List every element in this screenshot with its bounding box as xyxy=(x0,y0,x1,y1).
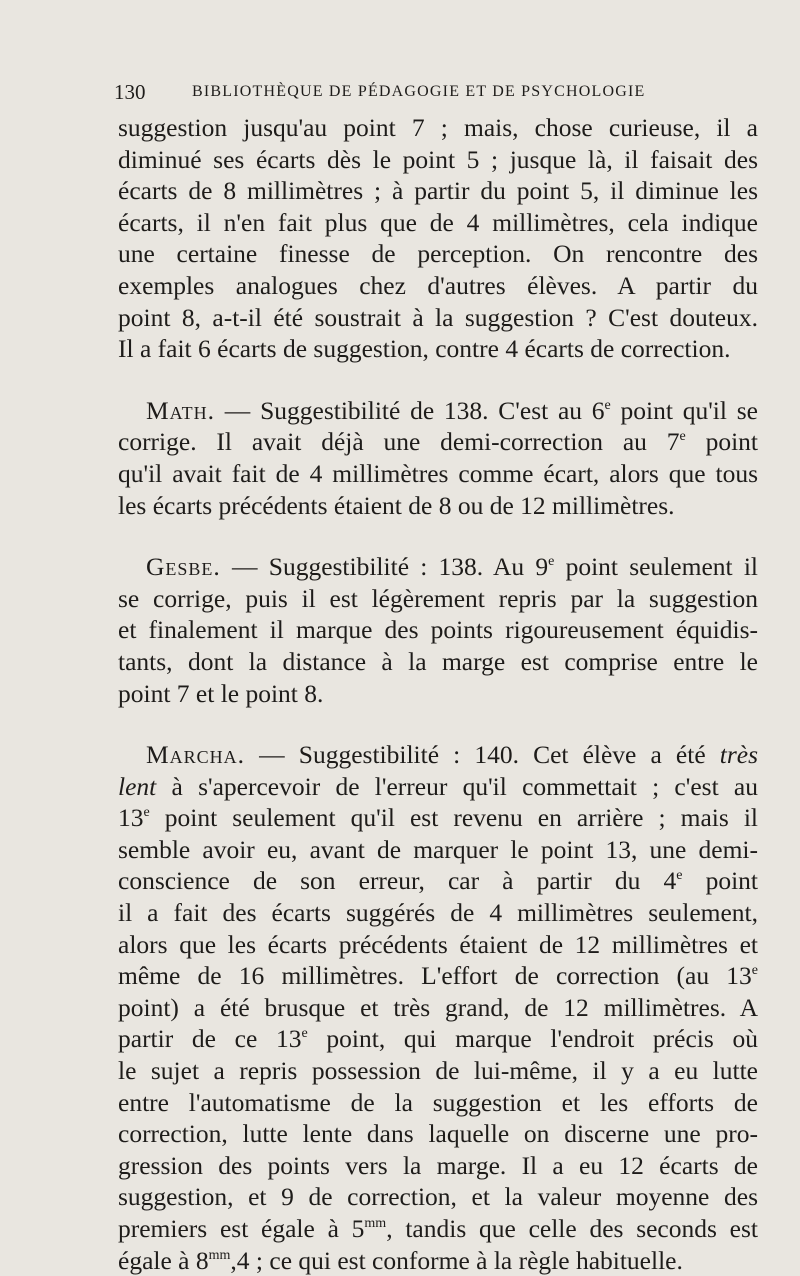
text-line: tants, dont la distance à la marge est comprise entre le xyxy=(118,646,758,676)
text-line: le sujet a repris possession de lui-même, il y a eu lutte xyxy=(118,1056,758,1086)
text-line: une certaine finesse de perception. On rencontre des xyxy=(118,239,758,269)
paragraph-marcha xyxy=(118,739,758,1276)
text-line: correction, lutte lente dans laquelle on discerne une pro- xyxy=(118,1119,758,1149)
text-line: exemples analogues chez d'autres élèves. A partir du xyxy=(118,270,758,300)
text-line: partir de ce 13e point, qui marque l'endroit précis où xyxy=(118,1024,758,1054)
text-line: gression des points vers la marge. Il a eu 12 écarts de xyxy=(118,1150,758,1180)
subject-name: Gesbe. xyxy=(146,552,221,582)
text-line: point) a été brusque et très grand, de 12 millimètres. A xyxy=(118,992,758,1022)
paragraph-gesbe xyxy=(118,551,758,709)
text-line: il a fait des écarts suggérés de 4 millimètres seulement, xyxy=(118,898,758,928)
text-line: suggestion jusqu'au point 7 ; mais, chose curieuse, il a xyxy=(118,113,758,142)
text-line: point 7 et le point 8. xyxy=(118,678,324,708)
body-text xyxy=(118,112,758,1276)
text-line: 13e point seulement qu'il est revenu en arrière ; mais il xyxy=(118,803,758,833)
text-line: premiers est égale à $5^{mm}$, tandis que celle des seconds est xyxy=(118,1214,758,1243)
text-line: Gesbe. — Suggestibilité : 138. Au 9e point seulement il xyxy=(146,552,758,582)
text-line: point 8, a-t-il été soustrait à la suggestion ? C'est douteux. xyxy=(118,302,758,332)
text-line: suggestion, et 9 de correction, et la valeur moyenne des xyxy=(118,1182,758,1212)
text-line: lent à s'apercevoir de l'erreur qu'il commettait ; c'est au xyxy=(118,771,758,801)
paragraph-math xyxy=(118,395,758,521)
text-line: se corrige, puis il est légèrement repris par la suggestion xyxy=(118,583,758,613)
text-line: alors que les écarts précédents étaient de 12 millimètres et xyxy=(118,929,758,959)
subject-name: Math. xyxy=(146,395,216,425)
text-line: et finalement il marque des points rigoureusement équidis- xyxy=(118,615,758,645)
text-line: égale à $8^{mm},4$ ; ce qui est conforme à la règle habituelle. xyxy=(118,1245,683,1275)
text-line: même de 16 millimètres. L'effort de correction (au 13e xyxy=(118,961,758,991)
page-number: 130 xyxy=(114,80,146,104)
subject-name: Marcha. xyxy=(146,740,246,770)
text-line: corrige. Il avait déjà une demi-correction au 7e point xyxy=(118,427,759,457)
text-line: écarts, il n'en fait plus que de 4 millimètres, cela indique xyxy=(118,207,758,237)
text-line: conscience de son erreur, car à partir du 4e point xyxy=(118,866,758,896)
running-title: BIBLIOTHÈQUE DE PÉDAGOGIE ET DE PSYCHOLOGIE xyxy=(192,83,646,100)
text-line: les écarts précédents étaient de 8 ou de 12 millimètres. xyxy=(118,490,675,520)
paragraph-1 xyxy=(118,112,758,365)
text-line: Marcha. — Suggestibilité : 140. Cet élève a été très xyxy=(146,740,758,770)
text-line: Il a fait 6 écarts de suggestion, contre 4 écarts de correction. xyxy=(118,334,731,364)
text-line: diminué ses écarts dès le point 5 ; jusque là, il faisait des xyxy=(118,144,758,174)
text-line: semble avoir eu, avant de marquer le point 13, une demi- xyxy=(118,834,758,864)
text-line: Math. — Suggestibilité de 138. C'est au 6e point qu'il se xyxy=(146,395,758,425)
text-line: qu'il avait fait de 4 millimètres comme écart, alors que tous xyxy=(118,458,758,488)
text-line: écarts de 8 millimètres ; à partir du point 5, il diminue les xyxy=(118,176,758,206)
text-line: entre l'automatisme de la suggestion et les efforts de xyxy=(118,1087,758,1117)
